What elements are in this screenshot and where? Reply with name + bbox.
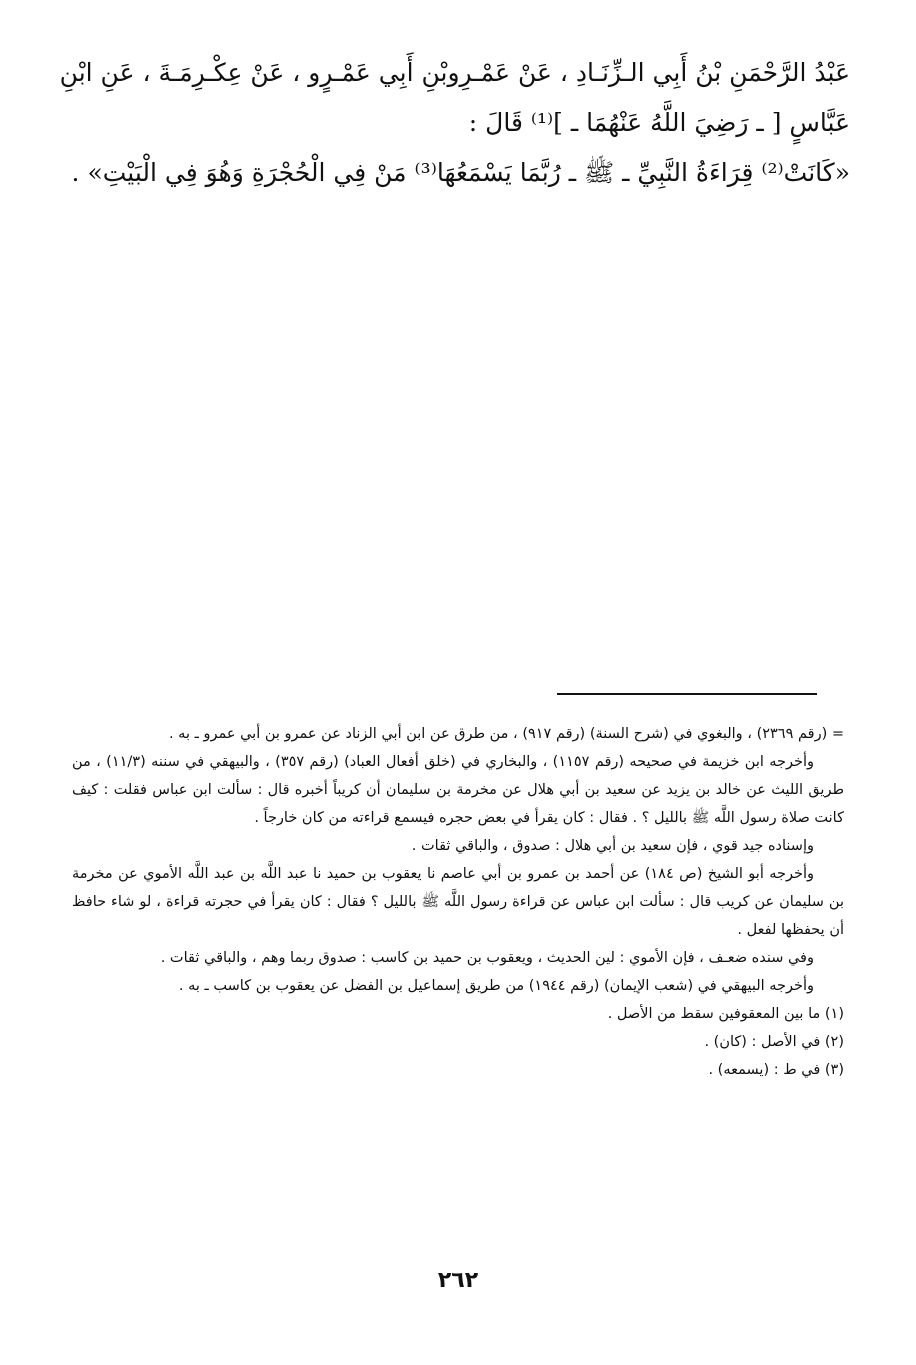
hadith-text: «كَانَتْ⁽²⁾ قِرَاءَةُ النَّبِيِّ ـ ﷺ ـ رُبَّمَا يَسْمَعُهَا⁽³⁾ مَنْ فِي الْحُجْرَةِ وَهُوَ فِي الْبَيْتِ» . bbox=[71, 158, 850, 187]
footnote-item: (٢) في الأصل : (كان) . bbox=[704, 1034, 844, 1050]
main-text-line: عَبَّاسٍ [ ـ رَضِيَ اللَّهُ عَنْهُمَا ـ ]⁽¹⁾ قَالَ : bbox=[468, 108, 850, 137]
page-number: ٢٦٢ bbox=[437, 1268, 479, 1293]
note-paragraph: وإسناده جيد قوي ، فإن سعيد بن أبي هلال : صدوق ، والباقي ثقات . bbox=[411, 838, 814, 854]
note-paragraph: وأخرجه أبو الشيخ (ص ١٨٤) عن أحمد بن عمرو بن أبي عاصم نا يعقوب بن حميد نا عبد اللَّه بن عبد اللَّه الأموي عن مخرمة بن سليمان عن كريب قال : سألت ابن عباس عن قراءة رسول اللَّه ﷺ بالليل ؟ فقال : كان يقرأ في حجرته قراءة ، لو شاء حافظ أن يحفظها لفعل . bbox=[72, 866, 844, 938]
note-paragraph: = (رقم ٢٣٦٩) ، والبغوي في (شرح السنة) (رقم ٩١٧) ، من طرق عن ابن أبي الزناد عن عمرو بن أبي عمرو ـ به . bbox=[168, 726, 844, 742]
footnote-item: (٣) في ط : (يسمعه) . bbox=[708, 1062, 844, 1078]
footnotes-section bbox=[72, 720, 844, 1084]
note-paragraph: وأخرجه البيهقي في (شعب الإيمان) (رقم ١٩٤٤) من طريق إسماعيل بن الفضل عن يعقوب بن كاسب ـ به . bbox=[178, 978, 814, 994]
main-text bbox=[59, 48, 850, 198]
footnote-separator bbox=[557, 693, 817, 695]
footnote-list bbox=[72, 1000, 844, 1084]
note-paragraph: وأخرجه ابن خزيمة في صحيحه (رقم ١١٥٧) ، والبخاري في (خلق أفعال العباد) (رقم ٣٥٧) ، والبيهقي في سننه (١١/٣) ، من طريق الليث عن خالد بن يزيد عن سعيد بن أبي هلال عن مخرمة بن سليمان أن كريباً أخبره قال : سألت ابن عباس فقلت : كيف كانت صلاة رسول اللَّه ﷺ بالليل ؟ . فقال : كان يقرأ في بعض حجره فيسمع قراءته من كان خارجاً . bbox=[72, 754, 844, 826]
main-text-line: عَبْدُ الرَّحْمَنِ بْنُ أَبِي الـزِّنَـادِ ، عَنْ عَمْـرِوبْنِ أَبِي عَمْـرٍو ، عَنْ عِكْـرِمَـةَ ، عَنِ ابْنِ bbox=[59, 58, 850, 87]
footnote-item: (١) ما بين المعقوفين سقط من الأصل . bbox=[607, 1006, 844, 1022]
note-paragraph: وفي سنده ضعـف ، فإن الأموي : لين الحديث ، ويعقوب بن حميد بن كاسب : صدوق ربما وهم ، والباقي ثقات . bbox=[160, 950, 814, 966]
